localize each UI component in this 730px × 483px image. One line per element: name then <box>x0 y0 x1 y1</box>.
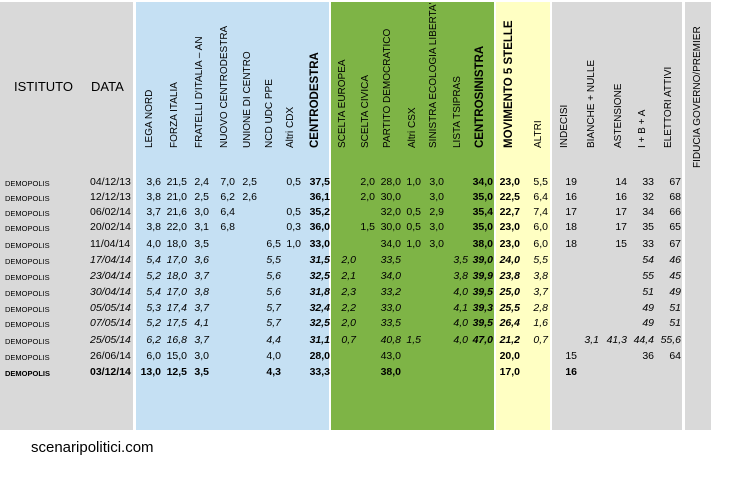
cell-fdi-an: 3,6 <box>194 254 209 266</box>
cell-forza-italia: 18,0 <box>166 238 187 250</box>
cell-fdi-an: 3,7 <box>194 270 209 282</box>
cell-altri: 0,7 <box>533 334 548 346</box>
cell-fdi-an: 3,7 <box>194 334 209 346</box>
cell-centrodestra: 36,1 <box>309 191 330 203</box>
cell-indecisi: 15 <box>565 350 577 362</box>
cell-altri-csx: 0,5 <box>406 221 421 233</box>
cell-istituto: DEMOPOLIS <box>5 224 50 233</box>
cell-fdi-an: 3,7 <box>194 302 209 314</box>
cell-centrosinistra: 39,5 <box>472 286 493 298</box>
cell-ncd-udc-ppe: 4,0 <box>266 350 281 362</box>
cell-lista-tsipras: 4,0 <box>453 286 468 298</box>
cell-nuovo-cd: 6,2 <box>220 191 235 203</box>
cell-elettori-attivi: 45 <box>669 270 681 282</box>
cell-lega-nord: 13,0 <box>140 366 161 378</box>
cell-nuovo-cd: 6,8 <box>220 221 235 233</box>
cell-m5s: 20,0 <box>499 350 520 362</box>
cell-i-b-a: 32 <box>642 191 654 203</box>
cell-scelta-civica: 1,5 <box>360 221 375 233</box>
cell-forza-italia: 17,0 <box>166 286 187 298</box>
column-header-fdi-an: FRATELLI D'ITALIA – AN <box>194 36 205 148</box>
cell-m5s: 23,8 <box>499 270 520 282</box>
cell-altri: 5,5 <box>533 254 548 266</box>
cell-pd: 30,0 <box>380 191 401 203</box>
cell-fdi-an: 3,8 <box>194 286 209 298</box>
cell-forza-italia: 16,8 <box>166 334 187 346</box>
cell-m5s: 22,7 <box>499 206 520 218</box>
cell-istituto: DEMOPOLIS <box>5 273 50 282</box>
cell-ncd-udc-ppe: 5,5 <box>266 254 281 266</box>
cell-pd: 40,8 <box>380 334 401 346</box>
column-header-lista-tsipras: LISTA TSIPRAS <box>452 76 463 148</box>
cell-i-b-a: 55 <box>642 270 654 282</box>
cell-data: 06/02/14 <box>90 206 131 218</box>
cell-i-b-a: 54 <box>642 254 654 266</box>
cell-altri: 6,0 <box>533 221 548 233</box>
cell-elettori-attivi: 67 <box>669 238 681 250</box>
cell-astensione: 16 <box>615 191 627 203</box>
cell-centrodestra: 36,0 <box>309 221 330 233</box>
cell-elettori-attivi: 68 <box>669 191 681 203</box>
cell-udc: 2,5 <box>242 176 257 188</box>
cell-data: 03/12/14 <box>90 366 131 378</box>
cell-pd: 34,0 <box>380 238 401 250</box>
cell-lega-nord: 3,8 <box>146 221 161 233</box>
cell-istituto: DEMOPOLIS <box>5 257 50 266</box>
cell-altri: 3,8 <box>533 270 548 282</box>
cell-scelta-europea: 2,3 <box>341 286 356 298</box>
cell-lista-tsipras: 3,8 <box>453 270 468 282</box>
cell-lega-nord: 3,8 <box>146 191 161 203</box>
cell-elettori-attivi: 55,6 <box>660 334 681 346</box>
column-header-sel: SINISTRA ECOLOGIA LIBERTA' <box>428 2 439 148</box>
column-header-i-b-a: I + B + A <box>637 109 648 148</box>
cell-astensione: 17 <box>615 206 627 218</box>
cell-centrosinistra: 38,0 <box>472 238 493 250</box>
cell-istituto: DEMOPOLIS <box>5 209 50 218</box>
cell-nuovo-cd: 7,0 <box>220 176 235 188</box>
cell-lega-nord: 3,6 <box>146 176 161 188</box>
cell-centrosinistra: 35,0 <box>472 191 493 203</box>
cell-astensione: 15 <box>615 238 627 250</box>
cell-altri: 7,4 <box>533 206 548 218</box>
cell-scelta-europea: 2,2 <box>341 302 356 314</box>
column-header-altri: ALTRI <box>533 120 544 148</box>
cell-m5s: 24,0 <box>499 254 520 266</box>
cell-centrodestra: 32,5 <box>309 270 330 282</box>
cell-scelta-europea: 0,7 <box>341 334 356 346</box>
cell-data: 12/12/13 <box>90 191 131 203</box>
cell-scelta-europea: 2,0 <box>341 317 356 329</box>
cell-elettori-attivi: 49 <box>669 286 681 298</box>
cell-forza-italia: 22,0 <box>166 221 187 233</box>
column-header-m5s: MOVIMENTO 5 STELLE <box>503 20 515 148</box>
cell-m5s: 17,0 <box>499 366 520 378</box>
cell-indecisi: 19 <box>565 176 577 188</box>
cell-istituto: DEMOPOLIS <box>5 369 51 378</box>
cell-pd: 38,0 <box>380 366 401 378</box>
cell-bianche-nulle: 3,1 <box>584 334 599 346</box>
cell-forza-italia: 17,5 <box>166 317 187 329</box>
column-header-lega-nord: LEGA NORD <box>144 89 155 148</box>
header-data: DATA <box>91 79 124 94</box>
cell-centrosinistra: 39,3 <box>472 302 493 314</box>
column-header-centrodestra: CENTRODESTRA <box>309 52 321 148</box>
cell-i-b-a: 33 <box>642 238 654 250</box>
cell-sel: 3,0 <box>429 238 444 250</box>
cell-lega-nord: 5,4 <box>146 254 161 266</box>
cell-astensione: 41,3 <box>606 334 627 346</box>
cell-scelta-europea: 2,1 <box>341 270 356 282</box>
cell-forza-italia: 18,0 <box>166 270 187 282</box>
cell-altri-csx: 1,0 <box>406 176 421 188</box>
cell-astensione: 17 <box>615 221 627 233</box>
cell-istituto: DEMOPOLIS <box>5 305 50 314</box>
cell-centrodestra: 33,0 <box>309 238 330 250</box>
cell-m5s: 25,0 <box>499 286 520 298</box>
cell-m5s: 23,0 <box>499 221 520 233</box>
cell-altri-csx: 0,5 <box>406 206 421 218</box>
cell-scelta-civica: 2,0 <box>360 191 375 203</box>
cell-ncd-udc-ppe: 5,7 <box>266 302 281 314</box>
column-header-nuovo-cd: NUOVO CENTRODESTRA <box>219 25 230 148</box>
cell-m5s: 26,4 <box>499 317 520 329</box>
cell-data: 07/05/14 <box>90 317 131 329</box>
cell-lista-tsipras: 4,0 <box>453 317 468 329</box>
cell-istituto: DEMOPOLIS <box>5 320 50 329</box>
cell-elettori-attivi: 64 <box>669 350 681 362</box>
cell-astensione: 14 <box>615 176 627 188</box>
cell-fdi-an: 4,1 <box>194 317 209 329</box>
cell-forza-italia: 15,0 <box>166 350 187 362</box>
cell-data: 17/04/14 <box>90 254 131 266</box>
cell-nuovo-cd: 6,4 <box>220 206 235 218</box>
cell-fdi-an: 3,1 <box>194 221 209 233</box>
cell-centrosinistra: 34,0 <box>472 176 493 188</box>
cell-ncd-udc-ppe: 5,6 <box>266 270 281 282</box>
cell-altri: 5,5 <box>533 176 548 188</box>
cell-lista-tsipras: 3,5 <box>453 254 468 266</box>
cell-altri: 1,6 <box>533 317 548 329</box>
cell-altri: 2,8 <box>533 302 548 314</box>
cell-lega-nord: 5,3 <box>146 302 161 314</box>
cell-i-b-a: 33 <box>642 176 654 188</box>
cell-fdi-an: 2,5 <box>194 191 209 203</box>
cell-indecisi: 16 <box>565 366 577 378</box>
cell-lega-nord: 5,4 <box>146 286 161 298</box>
cell-data: 30/04/14 <box>90 286 131 298</box>
cell-fdi-an: 3,5 <box>194 238 209 250</box>
cell-centrodestra: 32,5 <box>309 317 330 329</box>
cell-forza-italia: 12,5 <box>166 366 187 378</box>
cell-centrodestra: 32,4 <box>309 302 330 314</box>
cell-forza-italia: 17,0 <box>166 254 187 266</box>
cell-altri: 6,0 <box>533 238 548 250</box>
cell-altri-csx: 1,5 <box>406 334 421 346</box>
column-header-forza-italia: FORZA ITALIA <box>169 82 180 148</box>
cell-centrosinistra: 35,4 <box>472 206 493 218</box>
cell-lega-nord: 5,2 <box>146 317 161 329</box>
cell-pd: 33,5 <box>380 317 401 329</box>
cell-pd: 33,2 <box>380 286 401 298</box>
cell-i-b-a: 49 <box>642 317 654 329</box>
column-header-astensione: ASTENSIONE <box>613 83 624 148</box>
cell-centrodestra: 31,5 <box>309 254 330 266</box>
cell-i-b-a: 36 <box>642 350 654 362</box>
column-header-centrosinistra: CENTROSINISTRA <box>474 45 486 148</box>
cell-udc: 2,6 <box>242 191 257 203</box>
cell-fdi-an: 3,0 <box>194 350 209 362</box>
cell-elettori-attivi: 46 <box>669 254 681 266</box>
cell-indecisi: 18 <box>565 221 577 233</box>
cell-data: 20/02/14 <box>90 221 131 233</box>
cell-fdi-an: 3,0 <box>194 206 209 218</box>
cell-i-b-a: 35 <box>642 221 654 233</box>
column-header-altri-csx: Altri CSX <box>407 107 418 148</box>
cell-sel: 3,0 <box>429 191 444 203</box>
cell-lega-nord: 4,0 <box>146 238 161 250</box>
cell-elettori-attivi: 66 <box>669 206 681 218</box>
cell-istituto: DEMOPOLIS <box>5 353 50 362</box>
cell-centrodestra: 33,3 <box>309 366 330 378</box>
cell-indecisi: 18 <box>565 238 577 250</box>
cell-istituto: DEMOPOLIS <box>5 241 50 250</box>
cell-elettori-attivi: 51 <box>669 302 681 314</box>
cell-data: 25/05/14 <box>90 334 131 346</box>
cell-ncd-udc-ppe: 6,5 <box>266 238 281 250</box>
cell-pd: 30,0 <box>380 221 401 233</box>
cell-centrodestra: 28,0 <box>309 350 330 362</box>
column-header-bianche-nulle: BIANCHE + NULLE <box>586 59 597 148</box>
cell-elettori-attivi: 67 <box>669 176 681 188</box>
cell-data: 05/05/14 <box>90 302 131 314</box>
cell-sel: 3,0 <box>429 221 444 233</box>
cell-m5s: 21,2 <box>499 334 520 346</box>
cell-elettori-attivi: 51 <box>669 317 681 329</box>
cell-fdi-an: 3,5 <box>194 366 209 378</box>
cell-centrosinistra: 47,0 <box>472 334 493 346</box>
cell-altri: 3,7 <box>533 286 548 298</box>
cell-indecisi: 17 <box>565 206 577 218</box>
cell-centrosinistra: 39,0 <box>472 254 493 266</box>
cell-pd: 33,0 <box>380 302 401 314</box>
cell-centrodestra: 31,8 <box>309 286 330 298</box>
cell-pd: 32,0 <box>380 206 401 218</box>
header-istituto: ISTITUTO <box>14 79 73 94</box>
cell-lista-tsipras: 4,0 <box>453 334 468 346</box>
cell-sel: 2,9 <box>429 206 444 218</box>
cell-centrodestra: 31,1 <box>309 334 330 346</box>
column-header-scelta-europea: SCELTA EUROPEA <box>337 59 348 148</box>
cell-i-b-a: 44,4 <box>633 334 654 346</box>
column-header-indecisi: INDECISI <box>559 104 570 148</box>
cell-lega-nord: 6,0 <box>146 350 161 362</box>
cell-pd: 43,0 <box>380 350 401 362</box>
cell-centrosinistra: 39,9 <box>472 270 493 282</box>
cell-m5s: 23,0 <box>499 176 520 188</box>
cell-forza-italia: 21,5 <box>166 176 187 188</box>
cell-pd: 33,5 <box>380 254 401 266</box>
cell-forza-italia: 21,0 <box>166 191 187 203</box>
cell-fdi-an: 2,4 <box>194 176 209 188</box>
cell-sel: 3,0 <box>429 176 444 188</box>
column-header-elettori-attivi: ELETTORI ATTIVI <box>663 66 674 148</box>
cell-ncd-udc-ppe: 5,7 <box>266 317 281 329</box>
column-header-altri-cdx: Altri CDX <box>285 106 296 148</box>
cell-istituto: DEMOPOLIS <box>5 289 50 298</box>
footer-source: scenaripolitici.com <box>31 439 154 456</box>
column-header-fiducia: FIDUCIA GOVERNO/PREMIER <box>692 26 703 168</box>
cell-lega-nord: 3,7 <box>146 206 161 218</box>
cell-scelta-europea: 2,0 <box>341 254 356 266</box>
cell-data: 11/04/14 <box>90 238 131 250</box>
cell-lega-nord: 6,2 <box>146 334 161 346</box>
cell-data: 23/04/14 <box>90 270 131 282</box>
cell-centrosinistra: 35,0 <box>472 221 493 233</box>
cell-altri: 6,4 <box>533 191 548 203</box>
cell-lega-nord: 5,2 <box>146 270 161 282</box>
cell-scelta-civica: 2,0 <box>360 176 375 188</box>
cell-altri-cdx: 0,5 <box>286 206 301 218</box>
cell-ncd-udc-ppe: 4,3 <box>266 366 281 378</box>
cell-i-b-a: 34 <box>642 206 654 218</box>
cell-centrosinistra: 39,5 <box>472 317 493 329</box>
cell-elettori-attivi: 65 <box>669 221 681 233</box>
column-header-udc: UNIONE DI CENTRO <box>242 51 253 148</box>
cell-data: 26/06/14 <box>90 350 131 362</box>
cell-altri-cdx: 1,0 <box>286 238 301 250</box>
cell-pd: 34,0 <box>380 270 401 282</box>
cell-pd: 28,0 <box>380 176 401 188</box>
column-header-pd: PARTITO DEMOCRATICO <box>382 28 393 148</box>
cell-altri-cdx: 0,3 <box>286 221 301 233</box>
cell-ncd-udc-ppe: 5,6 <box>266 286 281 298</box>
cell-ncd-udc-ppe: 4,4 <box>266 334 281 346</box>
cell-istituto: DEMOPOLIS <box>5 194 50 203</box>
cell-indecisi: 16 <box>565 191 577 203</box>
cell-centrodestra: 37,5 <box>309 176 330 188</box>
cell-istituto: DEMOPOLIS <box>5 179 50 188</box>
column-header-scelta-civica: SCELTA CIVICA <box>360 75 371 148</box>
cell-lista-tsipras: 4,1 <box>453 302 468 314</box>
cell-forza-italia: 21,6 <box>166 206 187 218</box>
cell-m5s: 23,0 <box>499 238 520 250</box>
column-header-ncd-udc-ppe: NCD UDC PPE <box>264 79 275 148</box>
cell-centrodestra: 35,2 <box>309 206 330 218</box>
cell-i-b-a: 49 <box>642 302 654 314</box>
cell-altri-cdx: 0,5 <box>286 176 301 188</box>
cell-altri-csx: 1,0 <box>406 238 421 250</box>
cell-istituto: DEMOPOLIS <box>5 337 50 346</box>
cell-data: 04/12/13 <box>90 176 131 188</box>
cell-forza-italia: 17,4 <box>166 302 187 314</box>
cell-m5s: 25,5 <box>499 302 520 314</box>
cell-m5s: 22,5 <box>499 191 520 203</box>
cell-i-b-a: 51 <box>642 286 654 298</box>
